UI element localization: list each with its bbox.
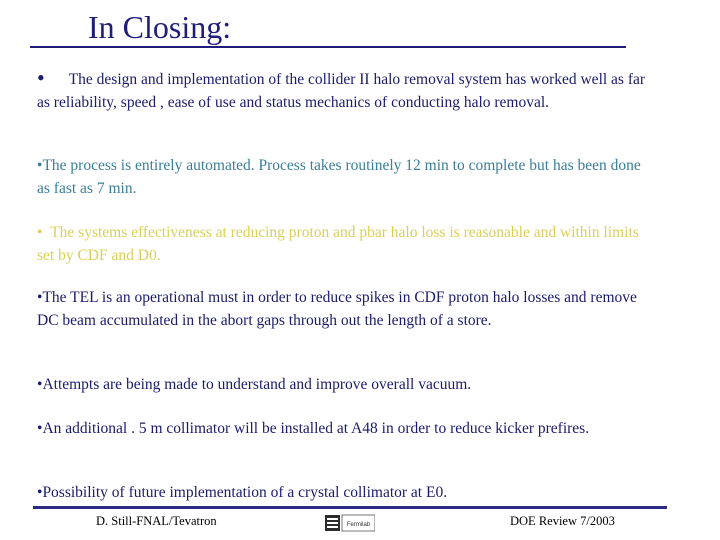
- paragraph-text: The TEL is an operational must in order to reduce spikes in CDF proton halo losses and remove DC beam accumulated in the abort gaps through out the length of a store.: [37, 289, 637, 329]
- logo-label: Fermilab: [346, 522, 371, 528]
- bullet-marker: •: [37, 157, 43, 174]
- paragraph-vacuum: [37, 374, 657, 397]
- paragraph-design: [37, 65, 657, 114]
- paragraph-text: The design and implementation of the collider II halo removal system has worked well as far as reliability, speed , ease of use and status mechanics of conducting halo removal.: [37, 71, 646, 111]
- paragraph-crystal: [37, 482, 657, 505]
- paragraph-automation: [37, 155, 657, 200]
- paragraph-collimator: [37, 418, 657, 441]
- bullet-marker: •: [37, 484, 43, 501]
- paragraph-text: The systems effectiveness at reducing proton and pbar halo loss is reasonable and within limits set by CDF and D0.: [37, 224, 639, 264]
- fermilab-logo-icon: [325, 513, 375, 533]
- paragraph-text: An additional . 5 m collimator will be installed at A48 in order to reduce kicker prefires.: [42, 420, 590, 437]
- footer-rule: [33, 506, 667, 509]
- bullet-marker: •: [37, 289, 43, 306]
- footer-review-date: DOE Review 7/2003: [510, 514, 615, 528]
- bullet-marker: •: [37, 65, 45, 90]
- paragraph-effectiveness: [37, 222, 657, 267]
- slide-title: In Closing:: [88, 9, 232, 45]
- footer-author: D. Still-FNAL/Tevatron: [96, 514, 217, 528]
- title-underline: [30, 46, 626, 48]
- paragraph-tel: [37, 287, 657, 332]
- paragraph-text: The process is entirely automated. Process takes routinely 12 min to complete but has been done as fast as 7 min.: [37, 157, 641, 197]
- bullet-marker: •: [37, 420, 43, 437]
- paragraph-text: Attempts are being made to understand and improve overall vacuum.: [42, 376, 472, 393]
- bullet-marker: •: [37, 224, 43, 241]
- paragraph-text: Possibility of future implementation of a crystal collimator at E0.: [42, 484, 448, 501]
- bullet-marker: •: [37, 376, 43, 393]
